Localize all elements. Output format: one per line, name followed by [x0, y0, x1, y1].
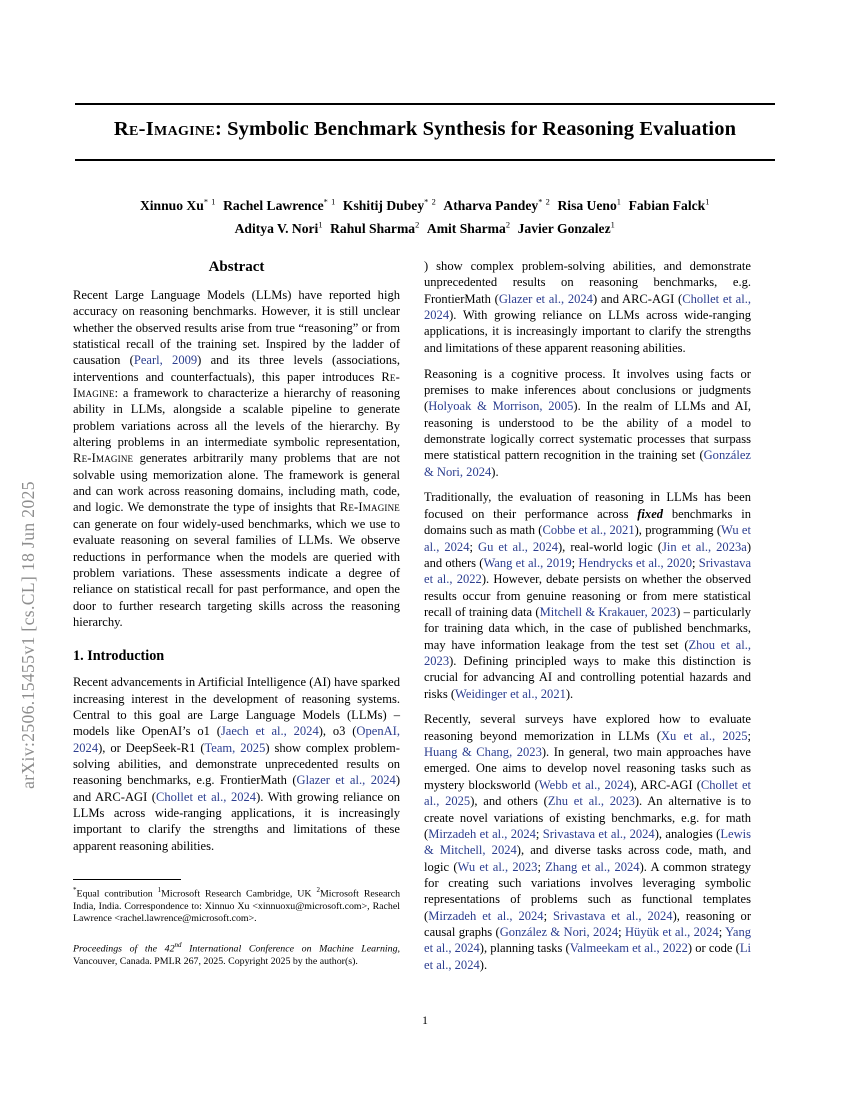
author-affiliation-marks: 2 — [505, 220, 511, 230]
author-affiliation-marks: * 1 — [203, 197, 217, 206]
system-name: Re-Imagine — [73, 369, 400, 401]
citation-link[interactable]: Glazer et al., 2024 — [498, 291, 593, 306]
author-affiliation-marks: * 2 — [424, 197, 437, 206]
citation-link[interactable]: Wu et al., 2023 — [457, 859, 538, 874]
author-line-2 — [75, 216, 775, 240]
footnote-equal-contribution: Equal contribution — [76, 888, 153, 900]
body-text: ) and others ( — [424, 539, 752, 570]
body-text: Recent advancements in Artificial Intelligence (AI) have sparked increasing interest in the development of reasoning systems. Central to this goal are Large Language Models (LLMs) – models like OpenAI’s o1 ( — [73, 675, 400, 739]
author-item — [518, 221, 616, 236]
citation-link[interactable]: Chollet et al., 2025 — [424, 777, 751, 809]
footnote-proceedings — [73, 939, 400, 968]
body-text: ). A common strategy for creating such variations involves leveraging symbolic representations of problems such as functional templates ( — [424, 859, 751, 923]
footnote-marker-1: 1 — [157, 886, 162, 894]
author-item — [443, 198, 550, 213]
footnote-divider — [73, 879, 181, 880]
body-text: ). — [479, 957, 488, 972]
author-item — [223, 198, 336, 213]
body-text: ) show complex problem-solving abilities, and demonstrate unprecedented results on reasoning benchmarks, e.g. FrontierMath ( — [73, 740, 400, 788]
citation-link[interactable]: Zhang et al., 2024 — [545, 859, 640, 874]
title-rule-top — [75, 103, 775, 105]
title-smallcaps: Re-Imagine — [113, 118, 215, 140]
body-text: ). — [565, 686, 574, 701]
page-title — [75, 118, 775, 141]
citation-link[interactable]: Lewis & Mitchell, 2024 — [424, 826, 752, 858]
citation-link[interactable]: Pearl, 2009 — [133, 353, 198, 368]
body-text: ), real-world logic ( — [558, 539, 662, 554]
citation-link[interactable]: Li et al., 2024 — [424, 941, 751, 972]
abstract-text: can generate on four widely-used benchmarks, which we use to evaluate reasoning on several families of LLMs. We observe reductions in performance when the models are queried with problem variations. These assessments indicate a degree of reliance on statistical recall for past performance, and open the door to further research targeting skills across the reasoning hierarchy. — [73, 516, 400, 629]
body-text: ; — [618, 924, 625, 939]
body-text: ). An alternative is to create novel variations of existing benchmarks, e.g. for math ( — [424, 794, 751, 841]
body-text: Reasoning is a cognitive process. It involves using facts or premises to make inferences about conclusions or judgments ( — [424, 366, 751, 414]
title-rest: : Symbolic Benchmark Synthesis for Reasoning Evaluation — [214, 118, 737, 140]
author-affiliation-marks: * 2 — [538, 197, 551, 206]
citation-link[interactable]: Zhu et al., 2023 — [547, 794, 635, 809]
body-text: ). However, debate persists on whether the observed results occur from genuine reasoning or from mere statistical recall of training data ( — [424, 572, 751, 619]
body-text: ), analogies ( — [654, 826, 721, 841]
citation-link[interactable]: Valmeekam et al., 2022 — [569, 941, 688, 956]
intro-paragraph-1-continued — [424, 258, 751, 356]
body-text: ). In general, two main approaches have emerged. One aims to develop novel reasoning tasks such as mystery blocksworld ( — [424, 745, 752, 792]
body-text: ), planning tasks ( — [479, 941, 570, 956]
author-affiliation-marks: 2 — [415, 220, 420, 230]
system-name: Re-Imagine — [339, 500, 400, 515]
footnote-affiliation-1: Microsoft Research Cambridge, UK — [161, 888, 312, 900]
author-affiliation-marks: 1 — [318, 220, 324, 230]
citation-link[interactable]: Gu et al., 2024 — [478, 539, 558, 554]
body-text: ), ARC-AGI ( — [629, 777, 701, 792]
author-item — [629, 198, 710, 213]
citation-link[interactable]: Weidinger et al., 2021 — [455, 686, 566, 701]
body-text: ), and diverse tasks across code, math, and logic ( — [424, 843, 751, 874]
body-text: ) and ARC-AGI ( — [592, 291, 683, 306]
author-affiliation-marks: * 1 — [323, 197, 336, 206]
proceedings-ordinal-suffix: nd — [174, 941, 182, 950]
body-text: ; — [571, 555, 579, 570]
author-item — [557, 198, 621, 213]
author-affiliation-marks: 1 — [705, 197, 711, 206]
citation-link[interactable]: González & Nori, 2024 — [424, 448, 751, 479]
body-text: ), or DeepSeek-R1 ( — [98, 740, 205, 755]
citation-link[interactable]: Srivastava et al., 2022 — [424, 555, 752, 587]
proceedings-number: 42 — [164, 943, 175, 955]
body-text: ) or code ( — [687, 941, 740, 956]
footnote-correspondence: Correspondence to: Xinnuo Xu <xinnuoxu@microsoft.com>, Rachel Lawrence <rachel.lawrence@microsoft.com>. — [73, 900, 400, 925]
body-text: ; — [537, 859, 546, 874]
body-text: ). With growing reliance on LLMs across wide-ranging applications, it is increasingly important to clarify the strengths and limitations of these apparent reasoning abilities. — [424, 308, 751, 355]
body-text: ) show complex problem-solving abilities, and demonstrate unprecedented results on reasoning benchmarks, e.g. FrontierMath ( — [424, 259, 751, 306]
citation-link[interactable]: OpenAI, 2024 — [73, 724, 400, 755]
citation-link[interactable]: Xu et al., 2025 — [660, 728, 748, 743]
abstract-paragraph — [73, 287, 400, 630]
intro-paragraph-1 — [73, 674, 400, 854]
author-item — [330, 221, 420, 236]
body-text: ; — [469, 539, 479, 554]
footnote-marker-star: * — [73, 886, 77, 894]
citation-link[interactable]: Mitchell & Krakauer, 2023 — [539, 604, 677, 619]
abstract-text: ) and its three levels (associations, interventions and counterfactuals), this paper introduces — [73, 353, 400, 384]
author-name: Rachel Lawrence — [223, 197, 324, 213]
author-item — [235, 221, 324, 236]
citation-link[interactable]: Mirzadeh et al., 2024 — [428, 908, 544, 923]
author-name: Fabian Falck — [628, 197, 706, 213]
page-number: 1 — [422, 1014, 428, 1027]
body-text: ; — [747, 728, 751, 743]
footnote-block — [73, 884, 400, 969]
footnote-affiliations — [73, 884, 400, 926]
author-name: Aditya V. Nori — [234, 221, 319, 237]
author-name: Risa Ueno — [557, 197, 617, 213]
system-name: Re-Imagine — [73, 451, 134, 466]
author-affiliation-marks: 1 — [610, 220, 616, 230]
citation-link[interactable]: Jaech et al., 2024 — [220, 724, 319, 739]
body-text: ), programming ( — [634, 523, 722, 538]
body-text: ; — [543, 908, 553, 923]
citation-link[interactable]: Glazer et al., 2024 — [296, 773, 396, 788]
body-text: ; — [718, 924, 726, 939]
citation-link[interactable]: Srivastava et al., 2024 — [553, 908, 673, 923]
emphasis-fixed: fixed — [637, 506, 664, 521]
citation-link[interactable]: Huang & Chang, 2023 — [424, 745, 542, 760]
citation-link[interactable]: Webb et al., 2024 — [538, 777, 630, 792]
abstract-text: : a framework to characterize a hierarchy of reasoning ability in LLMs, alongside a scalable pipeline to generate problem variations across all the levels of the hierarchy. By altering problems in an intermediate symbolic representation, — [73, 386, 400, 450]
column-right — [424, 258, 751, 982]
citation-link[interactable]: González & Nori, 2024 — [499, 924, 619, 939]
author-name: Rahul Sharma — [330, 221, 416, 237]
author-name: Kshitij Dubey — [342, 197, 425, 213]
arxiv-stamp-text: arXiv:2506.15455v1 [cs.CL] 18 Jun 2025 — [17, 481, 38, 789]
body-text: benchmarks in domains such as math ( — [424, 506, 751, 538]
body-text: ), o3 ( — [318, 724, 357, 739]
citation-link[interactable]: Team, 2025 — [204, 740, 266, 755]
body-text: ) – particularly for training data which, in the case of published benchmarks, may have information leakage from the test set ( — [424, 604, 751, 652]
citation-link[interactable]: Jin et al., 2023a — [661, 539, 747, 554]
citation-link[interactable]: Chollet et al., 2024 — [424, 291, 751, 323]
citation-link[interactable]: Wu et al., 2024 — [424, 523, 751, 554]
abstract-text: generates arbitrarily many problems that are not solvable using memorization alone. The framework is general and can work across reasoning domains, including math, code, and logic. We demonstrate the type of insights that — [73, 451, 400, 515]
author-affiliation-marks: 1 — [616, 197, 622, 206]
intro-paragraph-4 — [424, 711, 751, 973]
citation-link[interactable]: Hüyük et al., 2024 — [624, 924, 719, 939]
citation-link[interactable]: Holyoak & Morrison, 2005 — [428, 399, 574, 414]
citation-link[interactable]: Zhou et al., 2023 — [424, 637, 751, 668]
citation-link[interactable]: Chollet et al., 2024 — [155, 789, 257, 804]
citation-link[interactable]: Wang et al., 2019 — [483, 555, 572, 570]
section-heading-introduction: 1. Introduction — [73, 648, 165, 665]
abstract-heading: Abstract — [208, 259, 265, 275]
footnote-affiliation-2: Microsoft Research India, India. — [73, 888, 401, 912]
body-text: ; — [535, 826, 543, 841]
body-text: Recently, several surveys have explored how to evaluate reasoning beyond memorization in LLMs ( — [424, 712, 751, 743]
author-item — [140, 198, 216, 213]
proceedings-conference: International Conference on Machine Learning — [181, 943, 398, 955]
body-text: ), reasoning or causal graphs ( — [424, 908, 752, 939]
author-name: Xinnuo Xu — [139, 197, 204, 213]
author-name: Javier Gonzalez — [517, 221, 611, 237]
proceedings-prefix: Proceedings of the — [73, 943, 165, 955]
body-text: ). — [491, 464, 499, 479]
author-line-1 — [75, 192, 775, 216]
body-text: Traditionally, the evaluation of reasoning in LLMs has been focused on their performance across — [424, 490, 751, 521]
body-text: ). Defining principled ways to make this distinction is crucial for advancing AI and controlling potential hazards and risks ( — [424, 653, 751, 701]
title-rule-bottom — [75, 159, 775, 161]
author-item — [343, 198, 436, 213]
citation-link[interactable]: Hendrycks et al., 2020 — [578, 555, 692, 570]
column-left — [73, 258, 400, 864]
body-text: ; — [692, 555, 699, 570]
citation-link[interactable]: Yang et al., 2024 — [424, 924, 751, 956]
citation-link[interactable]: Cobbe et al., 2021 — [542, 523, 635, 538]
citation-link[interactable]: Mirzadeh et al., 2024 — [428, 826, 536, 841]
author-name: Atharva Pandey — [443, 197, 539, 213]
author-name: Amit Sharma — [426, 221, 506, 237]
intro-paragraph-2 — [424, 366, 751, 480]
intro-paragraph-3 — [424, 489, 751, 701]
author-list — [75, 192, 775, 239]
body-text: ) and ARC-AGI ( — [73, 773, 400, 804]
abstract-text: Recent Large Language Models (LLMs) have reported high accuracy on reasoning benchmarks. However, it is still unclear whether the observed results arise from true “reasoning” or from statistical recall of the training set. Inspired by the ladder of causation ( — [73, 288, 400, 368]
footnote-marker-2: 2 — [316, 886, 320, 894]
citation-link[interactable]: Srivastava et al., 2024 — [542, 826, 655, 841]
body-text: ), and others ( — [470, 794, 548, 809]
author-item — [427, 221, 511, 236]
proceedings-details: , Vancouver, Canada. PMLR 267, 2025. Copyright 2025 by the author(s). — [73, 943, 400, 967]
body-text: ). With growing reliance on LLMs across wide-ranging applications, it is increasingly important to clarify the strengths and limitations of these apparent reasoning abilities. — [73, 789, 400, 853]
body-text: ). In the realm of LLMs and AI, reasoning is understood to be the ability of a model to demonstrate logically correct systematic processes that surpass mere statistical pattern recognition in the training set ( — [424, 399, 752, 463]
